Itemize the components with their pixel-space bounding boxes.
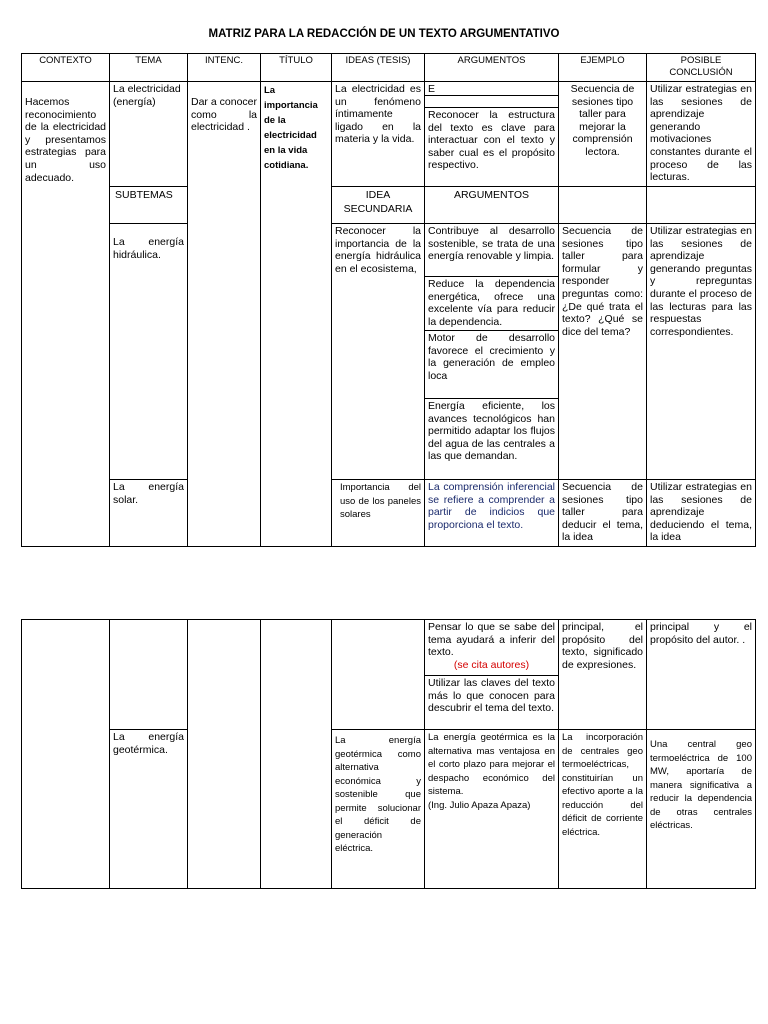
conclusion-cell-cont: principal y el propósito del autor. . <box>646 619 756 730</box>
tema-hidraulica: La energía hidráulica. <box>109 223 188 480</box>
conclusion-geotermica: Una central geo termoeléctrica de 100 MW, aportaría de manera significativa a reducir la dependencia de otras centrales eléctricas. <box>646 729 756 889</box>
argument-geotermica-author: (Ing. Julio Apaza Apaza) <box>428 799 531 811</box>
idea-cell-cont <box>331 619 425 730</box>
titulo-cell-cont <box>260 619 332 889</box>
subheader-conclusion-blank <box>646 186 756 224</box>
ejemplo-cell-3: Secuencia de sesiones tipo taller para deducir el tema, la idea <box>558 479 647 547</box>
header-argumentos: ARGUMENTOS <box>424 53 559 82</box>
conclusion-cell-1: Utilizar estrategias en las sesiones de aprendizaje generando motivaciones constantes durante el proceso de las lecturas. <box>646 81 756 187</box>
header-intenc: INTENC. <box>187 53 261 82</box>
tema-cell-cont <box>109 619 188 730</box>
conclusion-cell-2: Utilizar estrategias en las sesiones de aprendizaje generando preguntas y repreguntas durante el proceso de las lecturas para las respuestas correspondientes. <box>646 223 756 480</box>
argument-hidraulica-1: Contribuye al desarrollo sostenible, se trata de una energía renovable y limpia. <box>424 223 559 277</box>
matrix-table-1 <box>21 53 756 547</box>
subheader-idea-secundaria: IDEA SECUNDARIA <box>331 186 425 224</box>
subheader-ejemplo-blank <box>558 186 647 224</box>
argument-cont-1-text: Pensar lo que se sabe del tema ayudará a inferir del texto. <box>428 621 555 659</box>
conclusion-cell-3: Utilizar estrategias en las sesiones de aprendizaje deduciendo el tema, la idea <box>646 479 756 547</box>
intencion-cell: Dar a conocer como la electricidad . <box>187 81 261 547</box>
ejemplo-cell-cont: principal, el propósito del texto, significado de expresiones. <box>558 619 647 730</box>
argument-geotermica-text: La energía geotérmica es la alternativa mas ventajosa en el corto plazo para mejorar el despacho económico del sistema. <box>428 732 555 797</box>
tema-electricidad: La electricidad (energía) <box>109 81 188 187</box>
argument-hidraulica-2: Reduce la dependencia energética, ofrece una excelente vía para reducir la dependencia. <box>424 276 559 331</box>
argument-cont-1 <box>424 619 559 676</box>
header-titulo: TÍTULO <box>260 53 332 82</box>
subheader-subtemas: SUBTEMAS <box>109 186 188 224</box>
header-ideas: IDEAS (TESIS) <box>331 53 425 82</box>
idea-solar: Importancia del uso de los paneles solares <box>331 479 425 547</box>
header-conclusion: POSIBLE CONCLUSIÓN <box>646 53 756 82</box>
tema-solar: La energía solar. <box>109 479 188 547</box>
contexto-cell-cont <box>21 619 110 889</box>
argument-geotermica <box>424 729 559 889</box>
argument-placeholder: E <box>424 81 559 96</box>
tema-geotermica: La energía geotérmica. <box>109 729 188 889</box>
intencion-cell-cont <box>187 619 261 889</box>
document-title: MATRIZ PARA LA REDACCIÓN DE UN TEXTO ARGUMENTATIVO <box>208 28 560 40</box>
argument-main: Reconocer la estructura del texto es clave para interactuar con el texto y saber cual es el propósito respectivo. <box>424 107 559 187</box>
idea-geotermica: La energía geotérmica como alternativa económica y sostenible que permite solucionar el déficit de generación eléctrica. <box>331 729 425 889</box>
argument-hidraulica-4: Energía eficiente, los avances tecnológicos han permitido adaptar los flujos del agua de las centrales a las que demandan. <box>424 398 559 480</box>
header-ejemplo: EJEMPLO <box>558 53 647 82</box>
matrix-table-2 <box>21 619 756 889</box>
contexto-cell: Hacemos reconocimiento de la electricidad y presentamos estrategias para un uso adecuado. <box>21 81 110 547</box>
header-contexto: CONTEXTO <box>21 53 110 82</box>
titulo-cell: La importancia de la electricidad en la vida cotidiana. <box>260 81 332 547</box>
argument-cont-2: Utilizar las claves del texto más lo que conocen para descubrir el tema del texto. <box>424 675 559 730</box>
header-tema: TEMA <box>109 53 188 82</box>
argument-hidraulica-3: Motor de desarrollo favorece el crecimiento y la generación de empleo loca <box>424 330 559 399</box>
ejemplo-cell-2: Secuencia de sesiones tipo taller para formular y responder preguntas como: ¿De qué trata el texto? ¿Qué se dice del tema? <box>558 223 647 480</box>
tesis-cell: La electricidad es un fenómeno íntimamente ligado en la materia y la vida. <box>331 81 425 187</box>
idea-hidraulica: Reconocer la importancia de la energía hidráulica en el ecosistema, <box>331 223 425 480</box>
author-citation-note: (se cita autores) <box>453 658 530 671</box>
subheader-argumentos: ARGUMENTOS <box>424 186 559 224</box>
argument-solar: La comprensión inferencial se refiere a comprender a partir de indicios que proporciona el texto. <box>424 479 559 547</box>
ejemplo-cell-1: Secuencia de sesiones tipo taller para mejorar la comprensión lectora. <box>558 81 647 187</box>
ejemplo-geotermica: La incorporación de centrales geo termoeléctricas, constituirían un efectivo aporte a la reducción del déficit de corriente eléctrica. <box>558 729 647 889</box>
